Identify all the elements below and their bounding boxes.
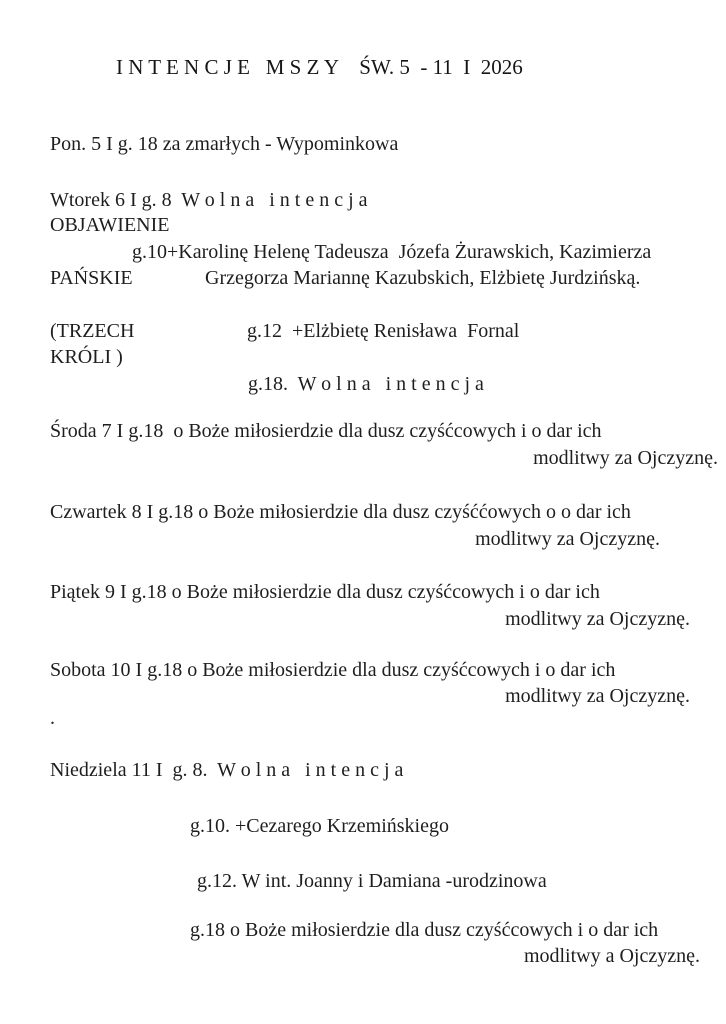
saturday-stray-dot: . xyxy=(50,707,55,729)
tuesday-feast-word-objawienie: OBJAWIENIE xyxy=(50,214,170,236)
tuesday-feast-word-trzech: (TRZECH xyxy=(50,320,135,342)
wednesday-intention-line2: modlitwy za Ojczyznę. xyxy=(533,447,718,469)
friday-intention-line1: Piątek 9 I g.18 o Boże miłosierdzie dla dusz czyśćcowych i o dar ich xyxy=(50,581,600,603)
thursday-intention-line2: modlitwy za Ojczyznę. xyxy=(475,528,660,550)
tuesday-feast-word-kroli: KRÓLI ) xyxy=(50,346,123,368)
saturday-intention-line2: modlitwy za Ojczyznę. xyxy=(505,685,690,707)
tuesday-g10-line1: g.10+Karolinę Helenę Tadeusza Józefa Żurawskich, Kazimierza xyxy=(132,241,652,263)
friday-intention-line2: modlitwy za Ojczyznę. xyxy=(505,608,690,630)
tuesday-feast-word-panskie: PAŃSKIE xyxy=(50,267,133,289)
sunday-g18-line1: g.18 o Boże miłosierdzie dla dusz czyśćcowych i o dar ich xyxy=(190,919,659,941)
saturday-intention-line1: Sobota 10 I g.18 o Boże miłosierdzie dla dusz czyśćcowych i o dar ich xyxy=(50,659,616,681)
tuesday-header-line: Wtorek 6 I g. 8 W o l n a i n t e n c j a xyxy=(50,189,368,211)
sunday-header-line: Niedziela 11 I g. 8. W o l n a i n t e n c j a xyxy=(50,759,404,781)
thursday-intention-line1: Czwartek 8 I g.18 o Boże miłosierdzie dla dusz czyśććowych o o dar ich xyxy=(50,501,631,523)
sunday-g10-line: g.10. +Cezarego Krzemińskiego xyxy=(190,815,449,837)
sunday-g12-line: g.12. W int. Joanny i Damiana -urodzinowa xyxy=(197,870,547,892)
monday-intention-line: Pon. 5 I g. 18 za zmarłych - Wypominkowa xyxy=(50,133,399,155)
tuesday-g18-line: g.18. W o l n a i n t e n c j a xyxy=(248,373,484,395)
tuesday-g10-line2: Grzegorza Mariannę Kazubskich, Elżbietę Jurdzińską. xyxy=(205,267,641,289)
page-title: I N T E N C J E M S Z Y ŚW. 5 - 11 I 2026 xyxy=(116,55,523,79)
tuesday-g12-line: g.12 +Elżbietę Renisława Fornal xyxy=(247,320,520,342)
sunday-g18-line2: modlitwy a Ojczyznę. xyxy=(523,945,700,967)
wednesday-intention-line1: Środa 7 I g.18 o Boże miłosierdzie dla dusz czyśćcowych i o dar ich xyxy=(50,420,602,442)
